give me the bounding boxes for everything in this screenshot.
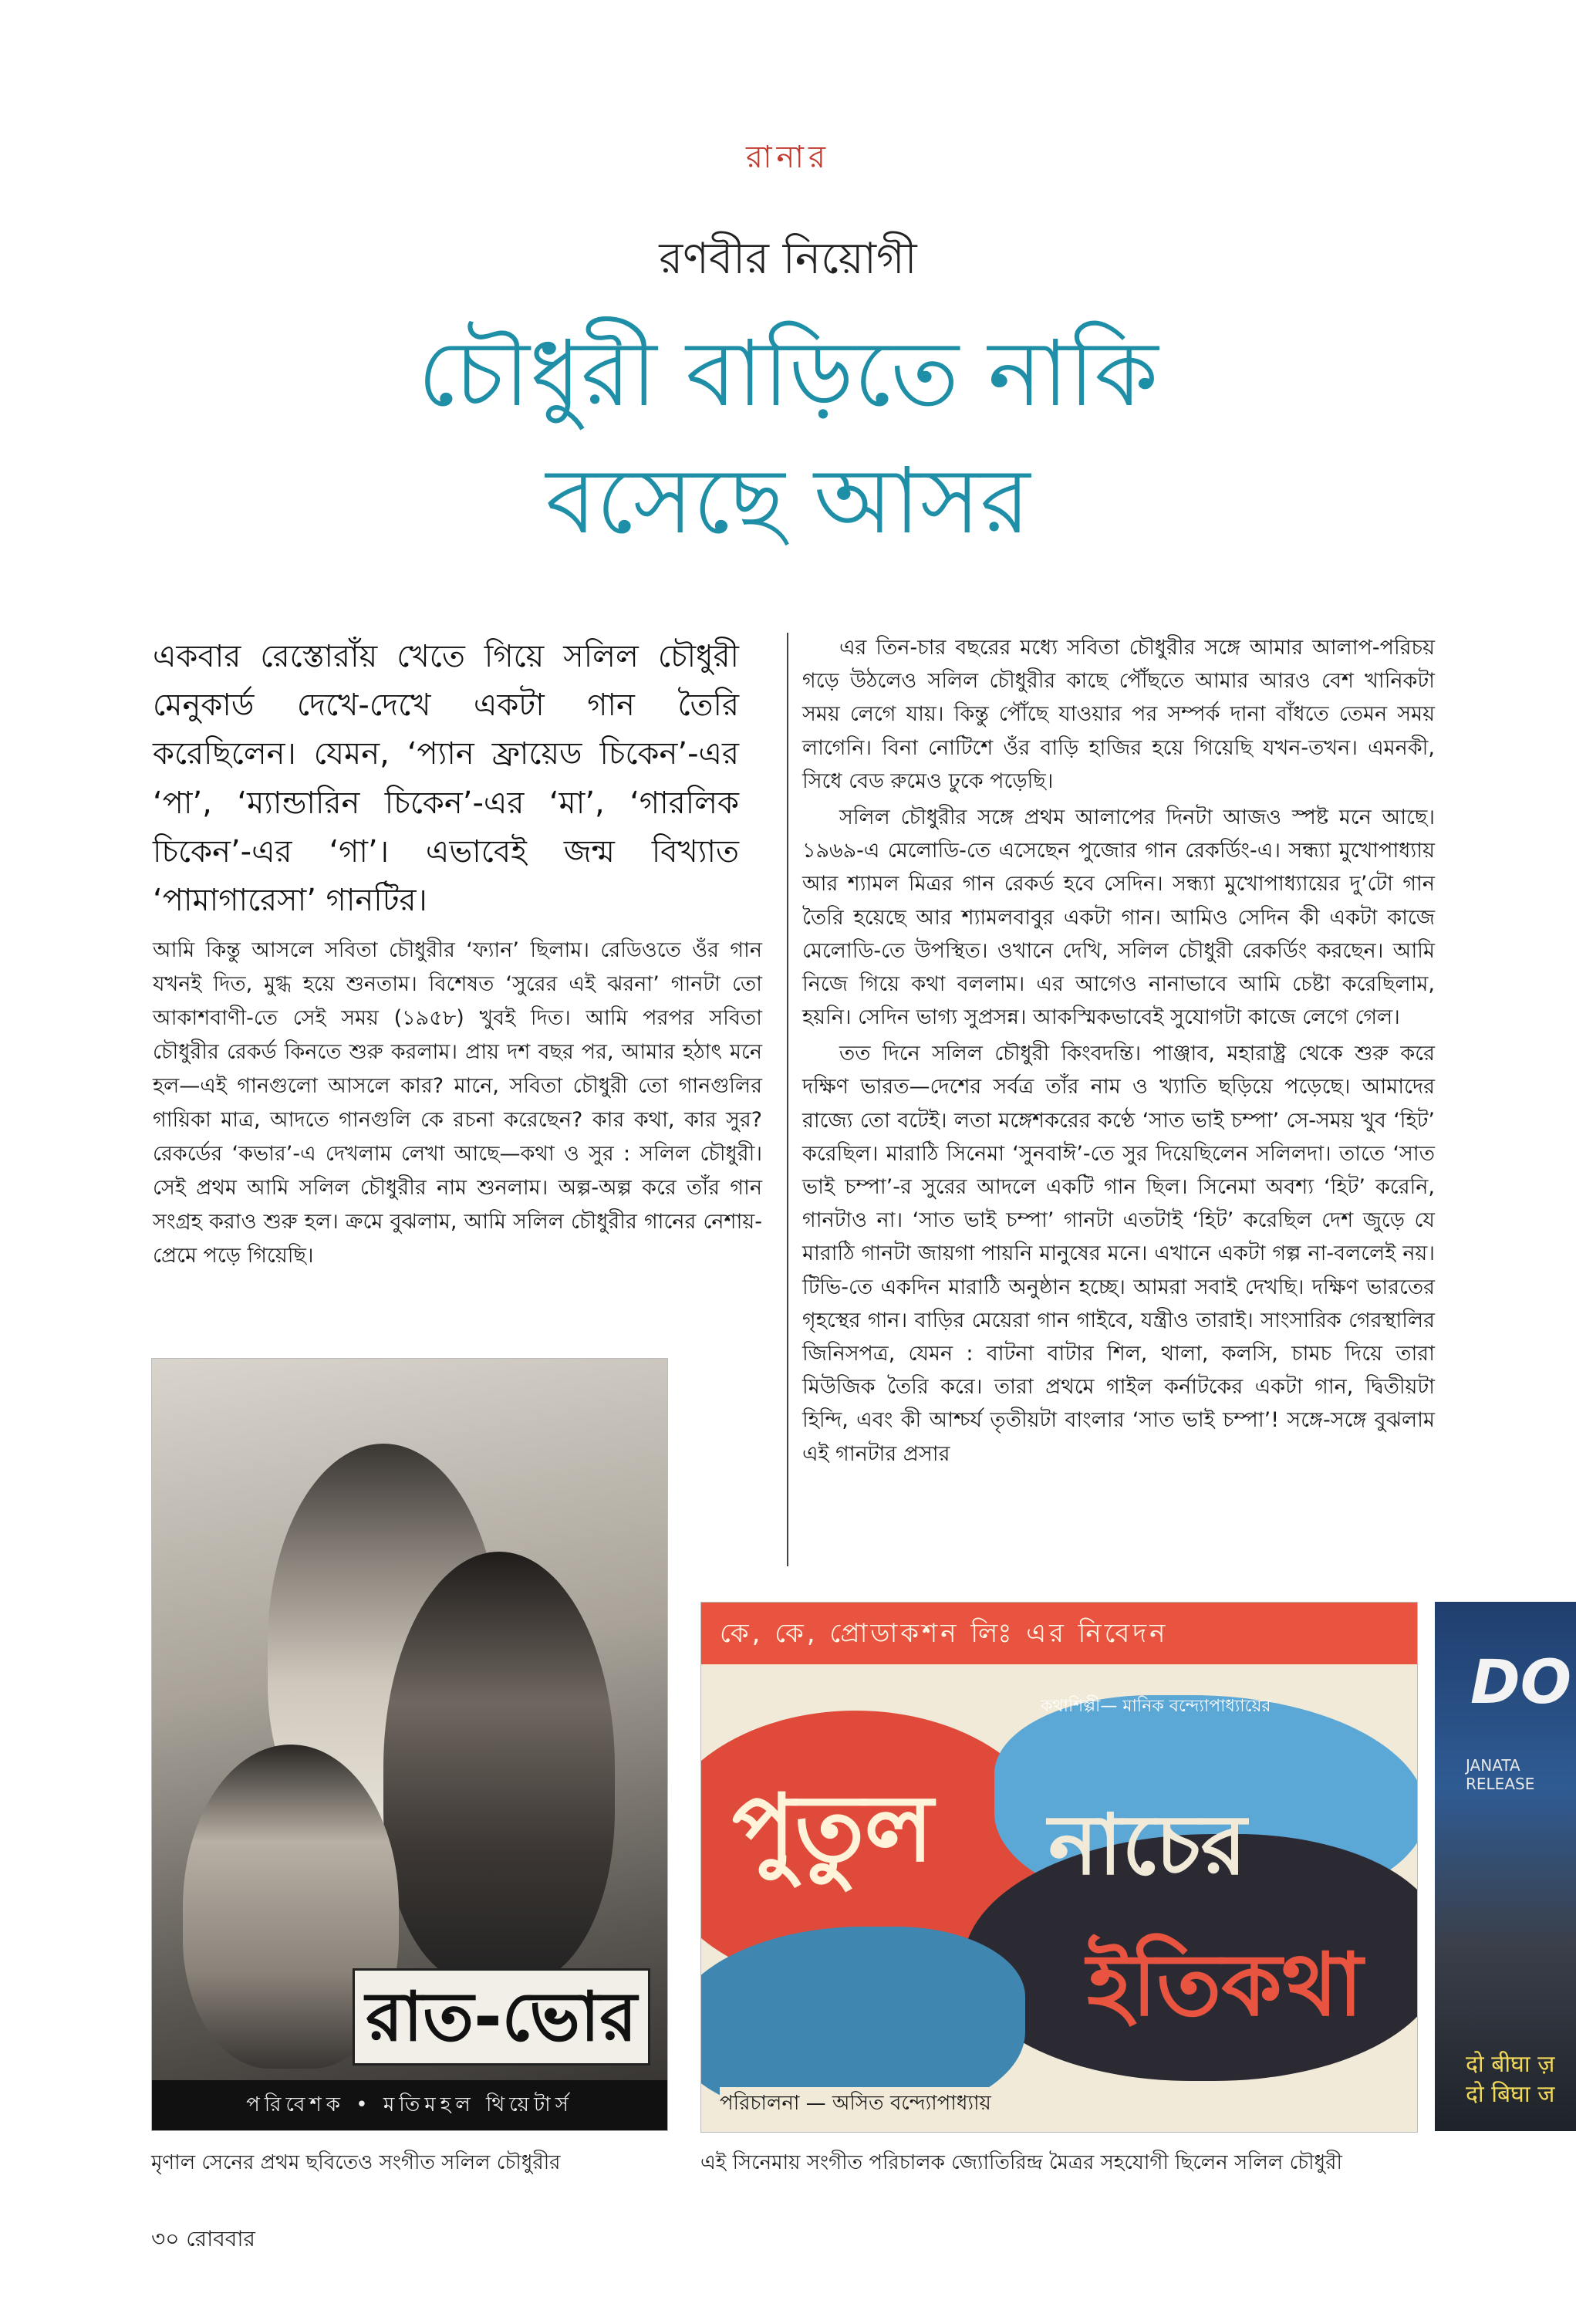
poster-title-word-1: পুতুল (732, 1775, 933, 1883)
poster-figure-woman (383, 1552, 615, 1984)
poster-director-credit: পরিচালনা — অসিত বন্দ্যোপাধ্যায় (720, 2087, 991, 2121)
film-poster-do-bigha-zamin (1435, 1602, 1576, 2131)
headline-line-1: চৌধুরী বাড়িতে নাকি (417, 320, 1159, 427)
body-paragraph: আমি কিন্তু আসলে সবিতা চৌধুরীর ‘ফ্যান’ ছিলাম। রেডিওতে ওঁর গান যখনই দিত, মুগ্ধ হয়ে শুনতাম। বিশেষত ‘সুরের এই ঝরনা’ গানটা তো আকাশবাণী-তে সেই সময় (১৯৫৮) খুবই দিত। আমি পরপর সবিতা চৌধুরীর রেকর্ড কিনতে শুরু করলাম। প্রায় দশ বছর পর, আমার হঠাৎ মনে হল—এই গানগুলো আসলে কার? মানে, সবিতা চৌধুরী তো গানগুলির গায়িকা মাত্র, আদতে গানগুলি কে রচনা করেছেন? কার কথা, কার সুর? রেকর্ডের ‘কভার’-এ দেখলাম লেখা আছে—কথা ও সুর : সলিল চৌধুরী। সেই প্রথম আমি সলিল চৌধুরীর নাম শুনলাম। অল্প-অল্প করে তাঁর গান সংগ্রহ করাও শুরু হল। ক্রমে বুঝলাম, আমি সলিল চৌধুরীর গানের নেশায়-প্রেমে পড়ে গিয়েছি। (153, 938, 762, 1268)
body-left-column (153, 934, 762, 1276)
poster-title-word-3: ইতিকথা (1087, 1935, 1363, 2035)
poster-banner: কে, কে, প্রোডাকশন লিঃ এর নিবেদন (701, 1603, 1417, 1664)
body-paragraph: সলিল চৌধুরীর সঙ্গে প্রথম আলাপের দিনটা আজও স্পষ্ট মনে আছে। ১৯৬৯-এ মেলোডি-তে এসেছেন পুজোর গান রেকর্ডিং-এ। সন্ধ্যা মুখোপাধ্যায় আর শ্যামল মিত্রর গান রেকর্ড হবে সেদিন। সন্ধ্যা মুখোপাধ্যায়ের দু’টো গান তৈরি হয়েছে আর শ্যামলবাবুর একটা গান। আমিও সেদিন কী একটা কাজে মেলোডি-তে উপস্থিত। ওখানে দেখি, সলিল চৌধুরী রেকর্ডিং করছেন। আমি নিজে গিয়ে কথা বললাম। এর আগেও নানাভাবে আমি চেষ্টা করেছিলাম, হয়নি। সেদিন ভাগ্য সুপ্রসন্ন। আকস্মিকভাবেই সুযোগটা কাজে লেগে গেল। (802, 805, 1435, 1030)
poster-title-word-2: নাচের (1048, 1797, 1247, 1893)
page-footer: ৩০ রোববার (151, 2226, 255, 2251)
film-poster-raat-bhor (151, 1358, 668, 2131)
film-poster-putul-nacher-itikatha (700, 1602, 1418, 2133)
poster-title: রাত-ভোর (353, 1968, 650, 2066)
poster-release-label: JANATA RELEASE (1466, 1756, 1535, 1793)
body-right-column (802, 631, 1435, 1474)
section-tag: রানার (745, 140, 831, 175)
image-caption-2: এই সিনেমায় সংগীত পরিচালক জ্যোতিরিন্দ্র মৈত্রর সহযোগী ছিলেন সলিল চৌধুরী (700, 2151, 1342, 2174)
author-byline: রণবীর নিয়োগী (659, 234, 917, 284)
image-caption-1: মৃণাল সেনের প্রথম ছবিতেও সংগীত সলিল চৌধুরীর (151, 2151, 561, 2174)
column-divider (787, 633, 788, 1566)
lead-paragraph: একবার রেস্তোরাঁয় খেতে গিয়ে সলিল চৌধুরী মেনুকার্ড দেখে-দেখে একটা গান তৈরি করেছিলেন। যেমন, ‘প্যান ফ্রায়েড চিকেন’-এর ‘পা’, ‘ম্যান্ডারিন চিকেন’-এর ‘মা’, ‘গারলিক চিকেন’-এর ‘গা’। এভাবেই জন্ম বিখ্যাত ‘পামাগারেসা’ গানটির। (153, 639, 739, 918)
poster-credit: পরিবেশক • মতিমহল থিয়েটার্স (152, 2080, 667, 2130)
poster-hindi-title: दो बीघा ज़ दो बिघा ज (1466, 2051, 1555, 2108)
headline-line-2: বসেছে আসর (545, 448, 1031, 554)
body-paragraph: এর তিন-চার বছরের মধ্যে সবিতা চৌধুরীর সঙ্গে আমার আলাপ-পরিচয় গড়ে উঠলেও সলিল চৌধুরীর কাছে পৌঁছতে আমার আরও বেশ খানিকটা সময় লেগে যায়। কিন্তু পৌঁছে যাওয়ার পর সম্পর্ক দানা বাঁধতে তেমন সময় লাগেনি। বিনা নোটিশে ওঁর বাড়ি হাজির হয়ে গিয়েছি যখন-তখন। এমনকী, সিধে বেড রুমেও ঢুকে পড়েছি। (802, 636, 1435, 793)
poster-title: DO (1470, 1648, 1572, 1718)
body-paragraph: তত দিনে সলিল চৌধুরী কিংবদন্তি। পাঞ্জাব, মহারাষ্ট্র থেকে শুরু করে দক্ষিণ ভারত—দেশের সর্বত্র তাঁর নাম ও খ্যাতি ছড়িয়ে পড়েছে। আমাদের রাজ্যে তো বটেই। লতা মঙ্গেশকরের কণ্ঠে ‘সাত ভাই চম্পা’ সে-সময় খুব ‘হিট’ করেছিল। মারাঠি সিনেমা ‘সুনবাঈ’-তে সুর দিয়েছিলেন সলিলদা। তাতে ‘সাত ভাই চম্পা’-র সুরের আদলে একটি গান ছিল। সিনেমা অবশ্য ‘হিট’ করেনি, গানটাও না। ‘সাত ভাই চম্পা’ গানটা এতটাই ‘হিট’ করেছিল দেশ জুড়ে যে মারাঠি গানটা জায়গা পায়নি মানুষের মনে। এখানে একটা গল্প না-বললেই নয়। টিভি-তে একদিন মারাঠি অনুষ্ঠান হচ্ছে। আমরা সবাই দেখছি। দক্ষিণ ভারতের গৃহস্থের গান। বাড়ির মেয়েরা গান গাইবে, যন্ত্রীও তারাই। সাংসারিক গেরস্থালির জিনিসপত্র, যেমন : বাটনা বাটার শিল, থালা, কলসি, চামচ দিয়ে তারা মিউজিক তৈরি করে। তারা প্রথমে গাইল কর্নাটকের একটা গান, দ্বিতীয়টা হিন্দি, এবং কী আশ্চর্য তৃতীয়টা বাংলার ‘সাত ভাই চম্পা’! সঙ্গে-সঙ্গে বুঝলাম এই গানটার প্রসার (802, 1042, 1435, 1466)
poster-author-credit: কথাশিল্পী— মানিক বন্দ্যোপাধ্যায়ের (1041, 1697, 1271, 1716)
